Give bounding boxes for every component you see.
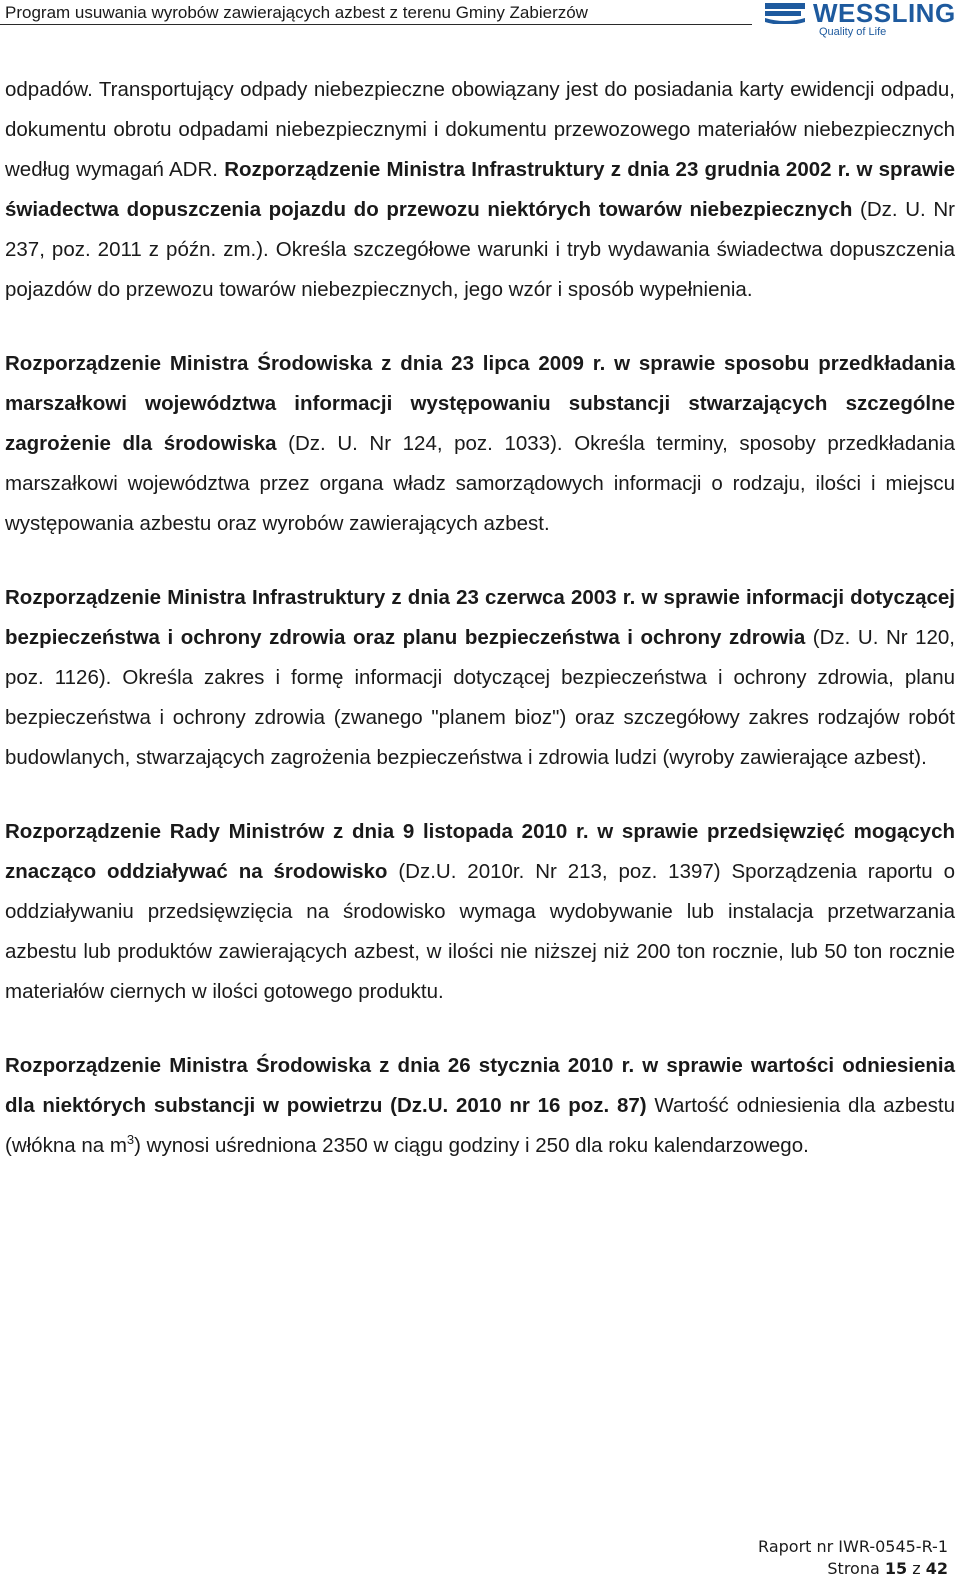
paragraph-text: (Dz. U. Nr 237, poz. 2011 z późn. zm.). Określa szczegółowe warunki i tryb wydawania świadectwa dopuszczenia pojazdów do przewozu towarów niebezpiecznych, jego wzór i sposób wypełnienia. <box>5 198 955 301</box>
wessling-logo-mark-icon <box>765 2 813 24</box>
regulation-title: Rozporządzenie Rady Ministrów z dnia 9 listopada 2010 r. w sprawie przedsięwzięć mogących znacząco oddziaływać na środowisko <box>5 820 955 883</box>
paragraph-text: (Dz. U. Nr 120, poz. 1126). Określa zakres i formę informacji dotyczącej bezpieczeństwa i ochrony zdrowia, planu bezpieczeństwa i ochrony zdrowia (zwanego "planem bioz") oraz szczegółowy zakres rodzajów robót budowlanych, stwarzających zagrożenia bezpieczeństwa i zdrowia ludzi (wyroby zawierające azbest). <box>5 626 956 769</box>
paragraph-text: (Dz. U. Nr 124, poz. 1033). Określa terminy, sposoby przedkładania marszałkowi województwa przez organa władz samorządowych informacji o rodzaju, ilości i miejscu występowania azbestu oraz wyrobów zawierających azbest. <box>5 432 955 535</box>
document-body <box>5 70 955 1166</box>
regulation-title: Rozporządzenie Ministra Infrastruktury z dnia 23 grudnia 2002 r. w sprawie świadectwa dopuszczenia pojazdu do przewozu niektórych towarów niebezpiecznych <box>5 158 955 221</box>
page-of-word: z <box>912 1559 921 1578</box>
regulation-title: Rozporządzenie Ministra Środowiska z dnia 26 stycznia 2010 r. w sprawie wartości odniesienia dla niektórych substancji w powietrzu (Dz.U. 2010 nr 16 poz. 87) <box>5 1054 955 1117</box>
wessling-logo <box>765 0 960 40</box>
regulation-title: Rozporządzenie Ministra Infrastruktury z dnia 23 czerwca 2003 r. w sprawie informacji dotyczącej bezpieczeństwa i ochrony zdrowia oraz planu bezpieczeństwa i ochrony zdrowia <box>5 586 955 649</box>
regulation-title: Rozporządzenie Ministra Środowiska z dnia 23 lipca 2009 r. w sprawie sposobu przedkładania marszałkowi województwa informacji występowaniu substancji stwarzających szczególne zagrożenie dla środowiska <box>5 352 955 455</box>
page-indicator <box>758 1558 948 1580</box>
report-number: Raport nr IWR-0545-R-1 <box>758 1537 948 1556</box>
paragraph-bioz-plan <box>5 578 955 778</box>
paragraph-adr-vehicle-certificate <box>5 70 955 310</box>
header-divider <box>0 24 752 25</box>
document-title: Program usuwania wyrobów zawierających azbest z terenu Gminy Zabierzów <box>5 3 588 22</box>
paragraph-text: ) wynosi uśredniona 2350 w ciągu godziny i 250 dla roku kalendarzowego. <box>134 1134 809 1157</box>
page-word: Strona <box>827 1559 880 1578</box>
paragraph-text: Wartość odniesienia dla azbestu (włókna na m <box>5 1094 955 1157</box>
paragraph-text: (Dz.U. 2010r. Nr 213, poz. 1397) Sporządzenia raportu o oddziaływaniu przedsięwzięcia na środowisko wymaga wydobywanie lub instalacja przetwarzania azbestu lub produktów zawierających azbest, w ilości nie niższej niż 200 ton rocznie, lub 50 ton rocznie materiałów ciernych w ilości gotowego produktu. <box>5 860 956 1003</box>
paragraph-environmental-impact <box>5 812 955 1012</box>
page-footer <box>758 1536 948 1580</box>
paragraph-air-reference-values <box>5 1046 955 1166</box>
logo-wordmark: WESSLING <box>813 0 956 28</box>
page-header <box>0 0 960 44</box>
paragraph-hazardous-substances <box>5 344 955 544</box>
paragraph-text: odpadów. Transportujący odpady niebezpieczne obowiązany jest do posiadania karty ewidencji odpadu, dokumentu obrotu odpadami niebezpiecznymi i dokumentu przewozowego materiałów niebezpiecznych według wymagań ADR. <box>5 78 955 181</box>
page-current: 15 <box>884 1559 908 1578</box>
page-total: 42 <box>925 1559 948 1578</box>
logo-tagline: Quality of Life <box>819 26 887 38</box>
superscript-exponent: 3 <box>126 1132 135 1148</box>
